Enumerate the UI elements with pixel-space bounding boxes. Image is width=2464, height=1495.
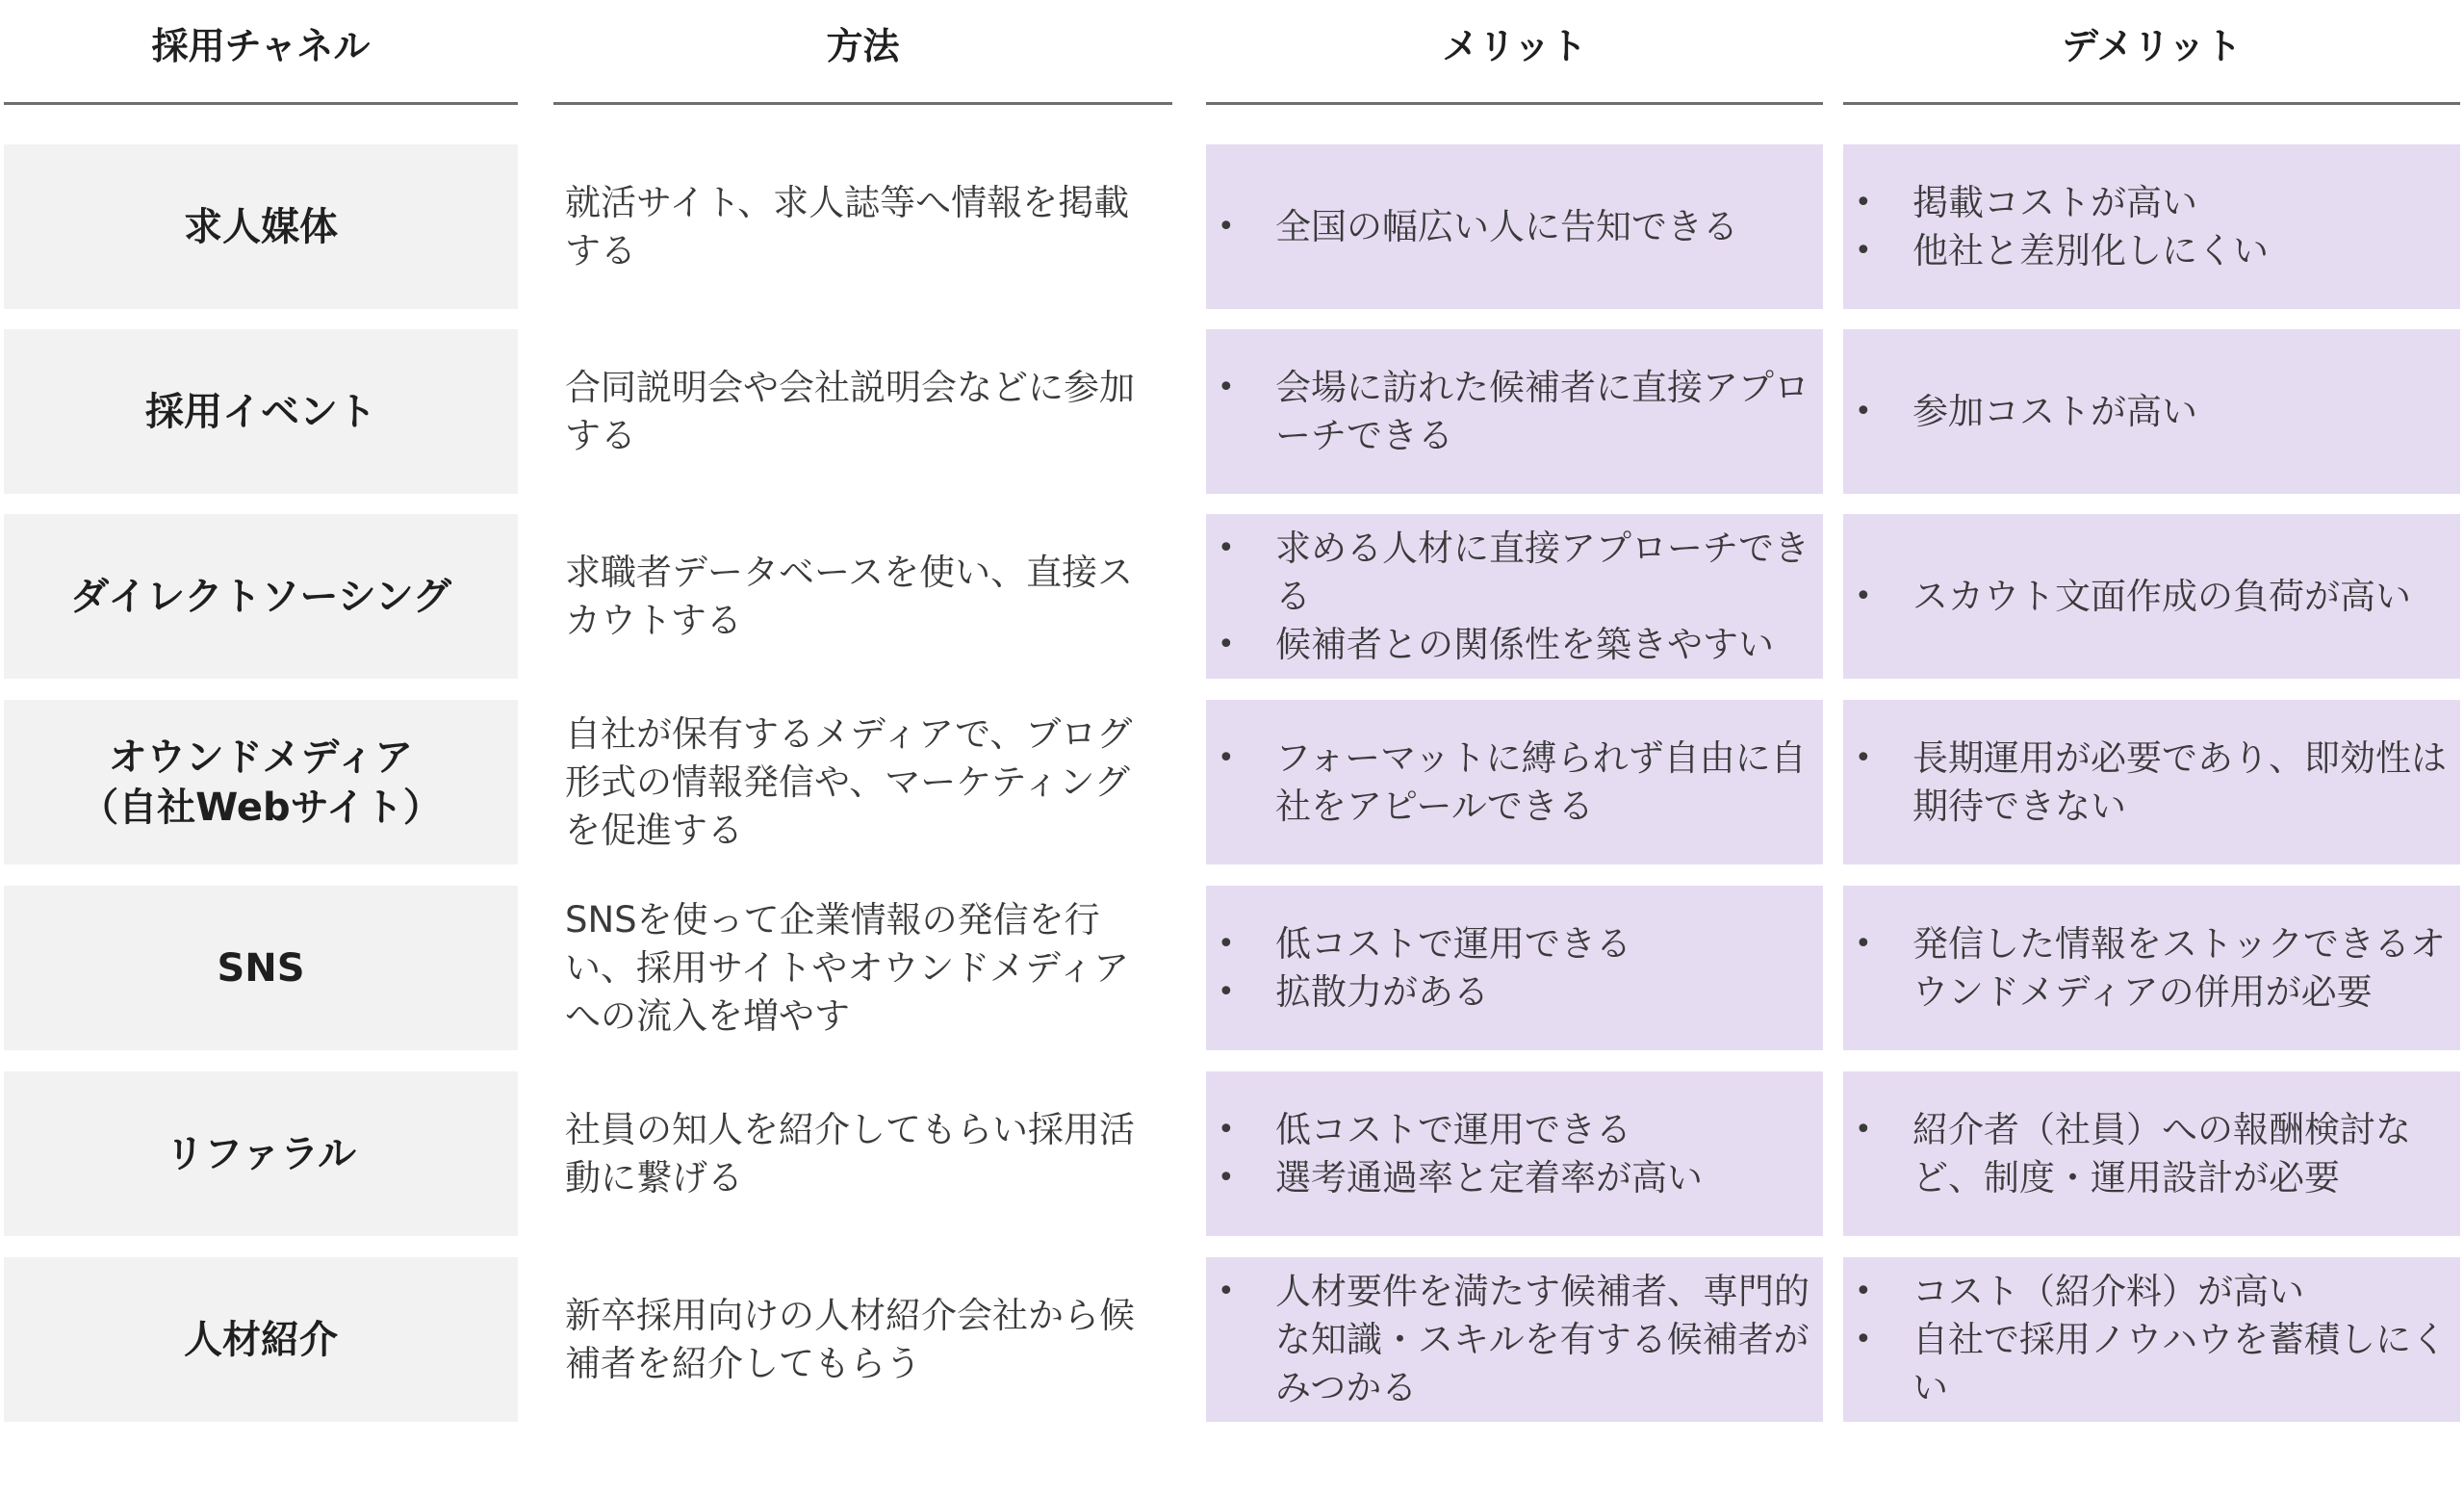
method-cell	[553, 514, 1172, 679]
merit-list	[1216, 735, 1813, 831]
method-text: 就活サイト、求人誌等へ情報を掲載する	[565, 181, 1130, 271]
channel-name-cell: SNS	[4, 886, 518, 1050]
channel-name-cell: 採用イベント	[4, 329, 518, 494]
channel-name-cell: 人材紹介	[4, 1257, 518, 1422]
demerit-list-item: • 他社と差別化しにくい	[1853, 227, 2451, 275]
method-text: 社員の知人を紹介してもらい採用活動に繋げる	[565, 1108, 1135, 1199]
channel-name-cell: オウンドメディア （自社Webサイト）	[4, 700, 518, 864]
merit-list-item: • 候補者との関係性を築きやすい	[1216, 621, 1813, 669]
demerit-list	[1853, 1106, 2451, 1202]
merit-list-item: • 人材要件を満たす候補者、専門的な知識・スキルを有する候補者がみつかる	[1216, 1268, 1813, 1412]
method-text: 求職者データベースを使い、直接スカウトする	[565, 551, 1134, 641]
merit-cell	[1206, 886, 1823, 1050]
demerit-cell	[1843, 329, 2460, 494]
demerit-cell	[1843, 1257, 2460, 1422]
merit-cell	[1206, 700, 1823, 864]
demerit-list-item: • スカウト文面作成の負荷が高い	[1853, 573, 2451, 621]
demerit-list-item: • 自社で採用ノウハウを蓄積しにくい	[1853, 1316, 2451, 1412]
demerit-cell	[1843, 514, 2460, 679]
method-text: SNSを使って企業情報の発信を行い、採用サイトやオウンドメディアへの流入を増やす	[565, 898, 1130, 1037]
channel-name-cell: 求人媒体	[4, 144, 518, 309]
merit-cell	[1206, 329, 1823, 494]
merit-list-item: • 会場に訪れた候補者に直接アプローチできる	[1216, 364, 1813, 460]
method-cell	[553, 329, 1172, 494]
demerit-list-item: • 掲載コストが高い	[1853, 179, 2451, 227]
demerit-cell	[1843, 1071, 2460, 1236]
method-text: 自社が保有するメディアで、ブログ形式の情報発信や、マーケティングを促進する	[565, 712, 1133, 851]
merit-cell	[1206, 514, 1823, 679]
demerit-list	[1853, 388, 2451, 436]
merit-list	[1216, 920, 1813, 1017]
merit-list-item: • 低コストで運用できる	[1216, 920, 1813, 968]
merit-list	[1216, 1106, 1813, 1202]
demerit-list	[1853, 1268, 2451, 1412]
channel-name-cell: ダイレクトソーシング	[4, 514, 518, 679]
merit-list	[1216, 525, 1813, 669]
demerit-list-item: • 発信した情報をストックできるオウンドメディアの併用が必要	[1853, 920, 2451, 1017]
method-cell	[553, 886, 1172, 1050]
header-channel: 採用チャネル	[151, 24, 371, 67]
header-method: 方法	[826, 24, 900, 67]
method-text: 新卒採用向けの人材紹介会社から候補者を紹介してもらう	[565, 1294, 1135, 1384]
merit-list-item: • 拡散力がある	[1216, 968, 1813, 1017]
merit-list-item: • 全国の幅広い人に告知できる	[1216, 203, 1813, 251]
header-merit: メリット	[1442, 24, 1587, 67]
header-divider	[1843, 102, 2460, 105]
merit-list	[1216, 203, 1813, 251]
header-divider	[553, 102, 1172, 105]
demerit-list	[1853, 573, 2451, 621]
demerit-cell	[1843, 700, 2460, 864]
method-cell	[553, 144, 1172, 309]
merit-list-item: • 低コストで運用できる	[1216, 1106, 1813, 1154]
demerit-list-item: • コスト（紹介料）が高い	[1853, 1268, 2451, 1316]
method-cell	[553, 1257, 1172, 1422]
demerit-list-item: • 参加コストが高い	[1853, 388, 2451, 436]
merit-list-item: • 選考通過率と定着率が高い	[1216, 1154, 1813, 1202]
demerit-list	[1853, 735, 2451, 831]
method-cell	[553, 700, 1172, 864]
channel-name-cell: リファラル	[4, 1071, 518, 1236]
merit-list-item: • 求める人材に直接アプローチできる	[1216, 525, 1813, 621]
demerit-cell	[1843, 886, 2460, 1050]
merit-cell	[1206, 144, 1823, 309]
method-cell	[553, 1071, 1172, 1236]
demerit-list-item: • 紹介者（社員）への報酬検討など、制度・運用設計が必要	[1853, 1106, 2451, 1202]
header-demerit: デメリット	[2062, 24, 2242, 67]
header-divider	[4, 102, 518, 105]
merit-list	[1216, 364, 1813, 460]
merit-cell	[1206, 1257, 1823, 1422]
merit-list-item: • フォーマットに縛られず自由に自社をアピールできる	[1216, 735, 1813, 831]
merit-list	[1216, 1268, 1813, 1412]
demerit-list	[1853, 920, 2451, 1017]
method-text: 合同説明会や会社説明会などに参加する	[565, 366, 1135, 456]
demerit-list-item: • 長期運用が必要であり、即効性は期待できない	[1853, 735, 2451, 831]
demerit-list	[1853, 179, 2451, 275]
merit-cell	[1206, 1071, 1823, 1236]
header-divider	[1206, 102, 1823, 105]
demerit-cell	[1843, 144, 2460, 309]
